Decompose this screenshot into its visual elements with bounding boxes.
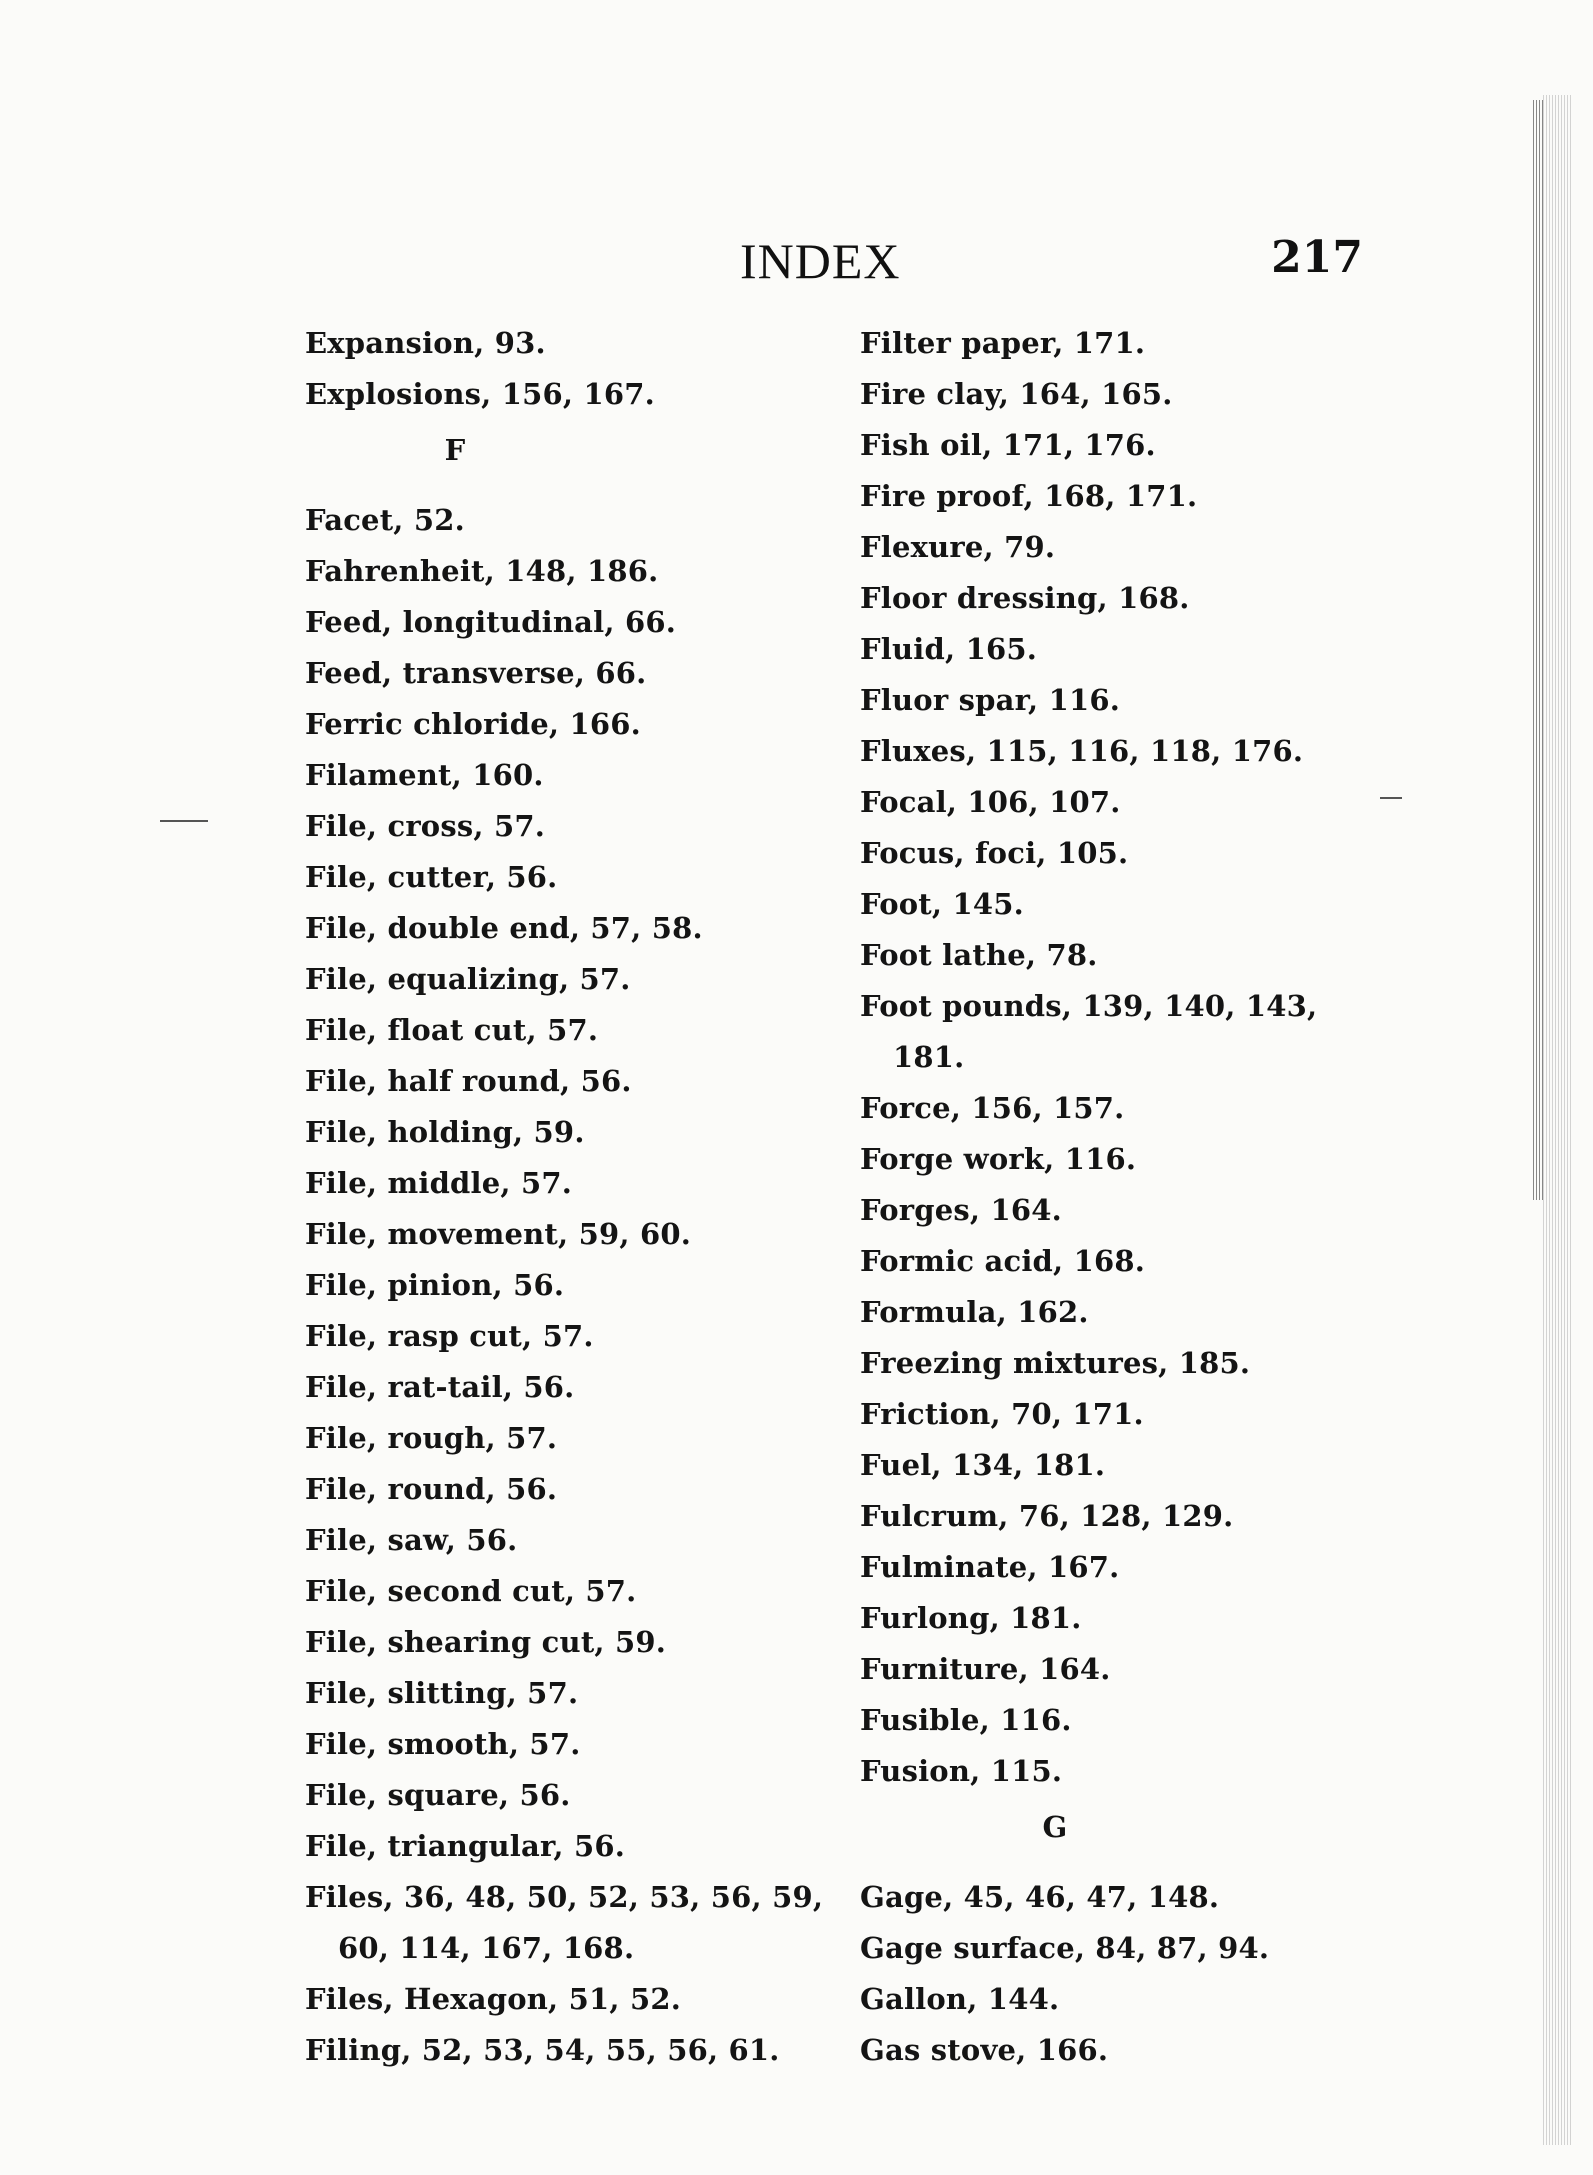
index-entry: Gage surface, 84, 87, 94.	[860, 1931, 1270, 1965]
index-entry: Ferric chloride, 166.	[305, 707, 641, 741]
index-entry: Formula, 162.	[860, 1295, 1089, 1329]
index-entry: File, second cut, 57.	[305, 1574, 637, 1608]
index-column-left	[305, 318, 825, 2076]
index-entry: Furniture, 164.	[860, 1652, 1111, 1686]
index-entry: File, cutter, 56.	[305, 860, 558, 894]
page-number: 217	[1271, 232, 1363, 283]
index-entry: Force, 156, 157.	[860, 1091, 1125, 1125]
index-entry: Fulminate, 167.	[860, 1550, 1120, 1584]
scan-mark	[1380, 797, 1402, 799]
index-entry: File, shearing cut, 59.	[305, 1625, 667, 1659]
index-entry: Feed, transverse, 66.	[305, 656, 647, 690]
index-entry: Explosions, 156, 167.	[305, 377, 655, 411]
index-entry: File, cross, 57.	[305, 809, 546, 843]
index-entry: Fahrenheit, 148, 186.	[305, 554, 659, 588]
index-entry: File, middle, 57.	[305, 1166, 573, 1200]
index-entry: File, round, 56.	[305, 1472, 558, 1506]
index-entry: Fusion, 115.	[860, 1754, 1063, 1788]
index-entry: File, equalizing, 57.	[305, 962, 631, 996]
index-entry: Flexure, 79.	[860, 530, 1056, 564]
index-entry: Gas stove, 166.	[860, 2033, 1109, 2067]
index-entry: Fire proof, 168, 171.	[860, 479, 1198, 513]
index-entry: Foot, 145.	[860, 887, 1024, 921]
index-entry: Floor dressing, 168.	[860, 581, 1190, 615]
index-entry: File, float cut, 57.	[305, 1013, 599, 1047]
index-entry: Fusible, 116.	[860, 1703, 1072, 1737]
index-entry: Focal, 106, 107.	[860, 785, 1121, 819]
index-entry: Fuel, 134, 181.	[860, 1448, 1106, 1482]
index-entry: File, triangular, 56.	[305, 1829, 626, 1863]
index-entry: Facet, 52.	[305, 503, 465, 537]
index-entry: Fish oil, 171, 176.	[860, 428, 1156, 462]
index-entry: File, saw, 56.	[305, 1523, 518, 1557]
page-edge-binding	[1533, 100, 1545, 1200]
index-entry: Fluid, 165.	[860, 632, 1038, 666]
index-entry: File, square, 56.	[305, 1778, 571, 1812]
index-entry: Feed, longitudinal, 66.	[305, 605, 677, 639]
index-entry: Foot lathe, 78.	[860, 938, 1098, 972]
index-entry: File, holding, 59.	[305, 1115, 585, 1149]
index-entry: Files, 36, 48, 50, 52, 53, 56, 59,	[305, 1880, 824, 1914]
index-entry: Filament, 160.	[305, 758, 544, 792]
index-entry: Gage, 45, 46, 47, 148.	[860, 1880, 1220, 1914]
index-entry: File, pinion, 56.	[305, 1268, 565, 1302]
page-header	[740, 232, 1363, 292]
index-column-right	[860, 318, 1380, 2076]
index-entry: Fire clay, 164, 165.	[860, 377, 1173, 411]
index-entry-continuation: 60, 114, 167, 168.	[338, 1931, 635, 1965]
index-entry: Furlong, 181.	[860, 1601, 1082, 1635]
index-entry: Formic acid, 168.	[860, 1244, 1146, 1278]
index-entry: File, rasp cut, 57.	[305, 1319, 594, 1353]
index-entry: Filter paper, 171.	[860, 326, 1146, 360]
section-letter-heading: F	[444, 433, 466, 467]
page-title: INDEX	[740, 233, 901, 289]
index-entry: Fluor spar, 116.	[860, 683, 1120, 717]
index-entry: Expansion, 93.	[305, 326, 546, 360]
index-entry-continuation: 181.	[893, 1040, 965, 1074]
index-entry: Files, Hexagon, 51, 52.	[305, 1982, 682, 2016]
index-entry: File, slitting, 57.	[305, 1676, 579, 1710]
index-entry: File, half round, 56.	[305, 1064, 632, 1098]
section-letter-heading: G	[1042, 1810, 1068, 1844]
index-entry: Filing, 52, 53, 54, 55, 56, 61.	[305, 2033, 780, 2067]
index-entry: Freezing mixtures, 185.	[860, 1346, 1251, 1380]
index-entry: Fluxes, 115, 116, 118, 176.	[860, 734, 1304, 768]
index-entry: Foot pounds, 139, 140, 143,	[860, 989, 1318, 1023]
index-entry: Gallon, 144.	[860, 1982, 1060, 2016]
index-entry: Friction, 70, 171.	[860, 1397, 1144, 1431]
index-entry: Forges, 164.	[860, 1193, 1062, 1227]
index-entry: File, rough, 57.	[305, 1421, 558, 1455]
index-entry: Forge work, 116.	[860, 1142, 1137, 1176]
page-edge-shadow	[1543, 95, 1573, 2145]
index-entry: File, smooth, 57.	[305, 1727, 581, 1761]
scan-mark	[160, 820, 208, 822]
index-entry: Focus, foci, 105.	[860, 836, 1129, 870]
index-entry: File, rat-tail, 56.	[305, 1370, 575, 1404]
index-entry: File, movement, 59, 60.	[305, 1217, 692, 1251]
index-entry: File, double end, 57, 58.	[305, 911, 703, 945]
index-entry: Fulcrum, 76, 128, 129.	[860, 1499, 1234, 1533]
